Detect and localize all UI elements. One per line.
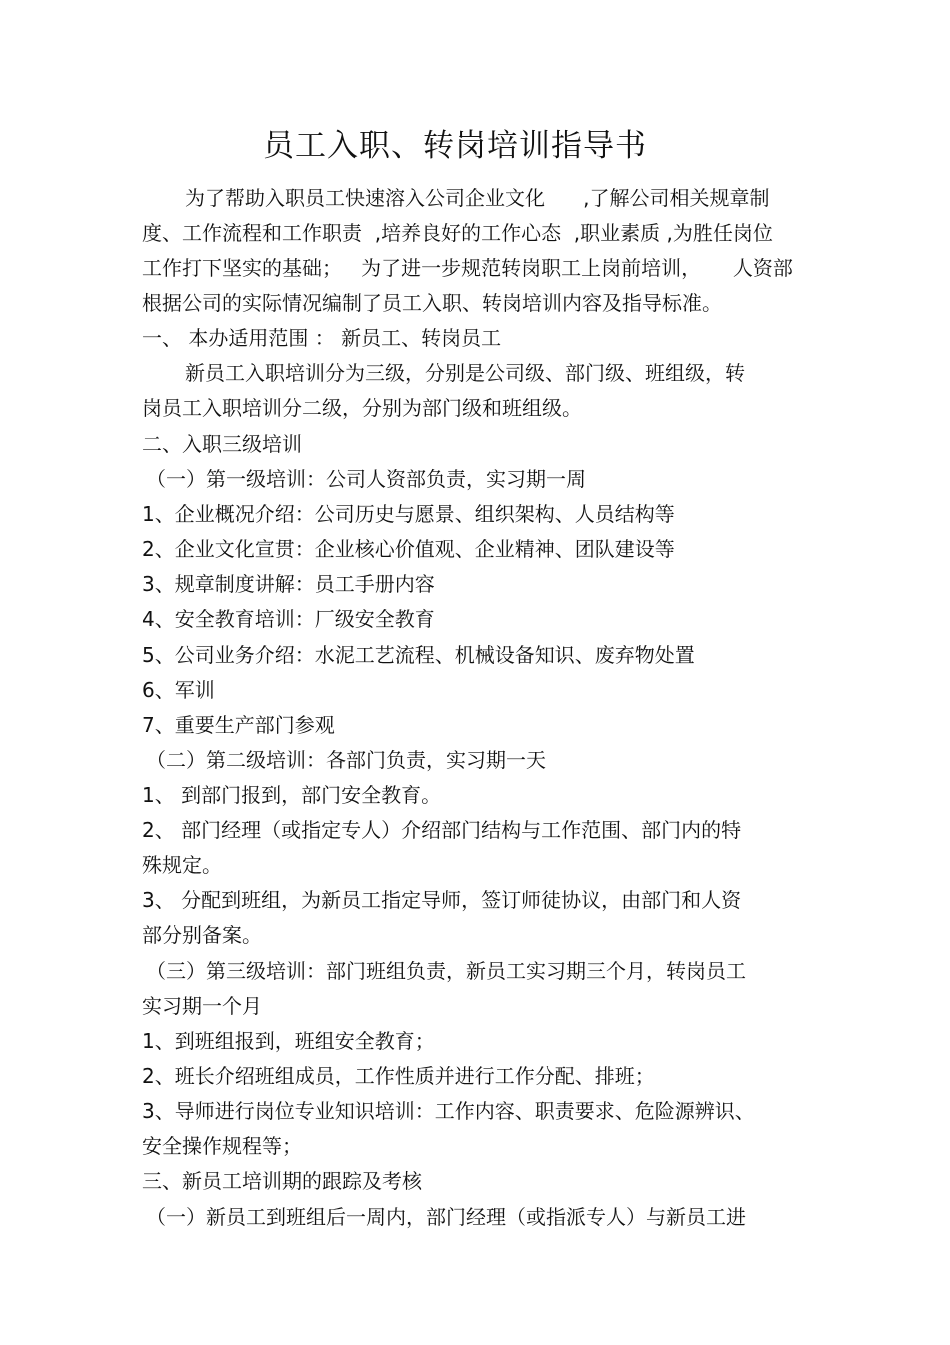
intro-paragraph-line-2: 度、工作流程和工作职责 ,培养良好的工作心态 ,职业素质 ,为胜任岗位 — [142, 221, 773, 245]
subsection-heading-level-3: （三）第三级培训：部门班组负责，新员工实习期三个月，转岗员工 — [146, 959, 746, 983]
scope-paragraph-line-1: 新员工入职培训分为三级，分别是公司级、部门级、班组级，转 — [185, 361, 745, 385]
subsection-heading-level-2: （二）第二级培训：各部门负责，实习期一天 — [146, 748, 546, 772]
section-heading-scope: 一、 本办适用范围 ： 新员工、转岗员工 — [142, 326, 502, 350]
section-heading-three-level-training: 二、入职三级培训 — [142, 432, 302, 456]
list-item: 1、 到部门报到，部门安全教育。 — [142, 783, 442, 807]
list-item: 3、导师进行岗位专业知识培训：工作内容、职责要求、危险源辨识、 — [142, 1099, 755, 1123]
list-item: 2、班长介绍班组成员，工作性质并进行工作分配、排班； — [142, 1064, 655, 1088]
list-item: 3、 分配到班组，为新员工指定导师，签订师徒协议，由部门和人资 — [142, 888, 742, 912]
scope-paragraph-line-2: 岗员工入职培训分二级，分别为部门级和班组级。 — [142, 396, 582, 420]
list-item-continuation: 安全操作规程等； — [142, 1134, 302, 1158]
list-item: 2、企业文化宣贯：企业核心价值观、企业精神、团队建设等 — [142, 537, 675, 561]
list-item: 7、重要生产部门参观 — [142, 713, 335, 737]
subsection-heading-continuation: 实习期一个月 — [142, 994, 262, 1018]
list-item: 1、到班组报到，班组安全教育； — [142, 1029, 435, 1053]
list-item: 5、公司业务介绍：水泥工艺流程、机械设备知识、废弃物处置 — [142, 643, 695, 667]
list-item: 3、规章制度讲解：员工手册内容 — [142, 572, 435, 596]
list-item-continuation: 部分别备案。 — [142, 923, 262, 947]
intro-paragraph-line-1: 为了帮助入职员工快速溶入公司企业文化 ,了解公司相关规章制 — [185, 186, 770, 210]
section-heading-tracking-assessment: 三、新员工培训期的跟踪及考核 — [142, 1169, 422, 1193]
intro-paragraph-line-3: 工作打下坚实的基础； 为了进一步规范转岗职工上岗前培训， 人资部 — [142, 256, 793, 280]
subsection-heading-level-1: （一）第一级培训：公司人资部负责，实习期一周 — [146, 467, 586, 491]
list-item: 2、 部门经理（或指定专人）介绍部门结构与工作范围、部门内的特 — [142, 818, 742, 842]
list-item: 6、军训 — [142, 678, 215, 702]
document-title: 员工入职、转岗培训指导书 — [263, 128, 647, 164]
list-item: 1、企业概况介绍：公司历史与愿景、组织架构、人员结构等 — [142, 502, 675, 526]
list-item-continuation: 殊规定。 — [142, 853, 222, 877]
list-item: 4、安全教育培训：厂级安全教育 — [142, 607, 435, 631]
intro-paragraph-line-4: 根据公司的实际情况编制了员工入职、转岗培训内容及指导标准。 — [142, 291, 722, 315]
subsection-heading-tracking-1: （一）新员工到班组后一周内，部门经理（或指派专人）与新员工进 — [146, 1205, 746, 1229]
